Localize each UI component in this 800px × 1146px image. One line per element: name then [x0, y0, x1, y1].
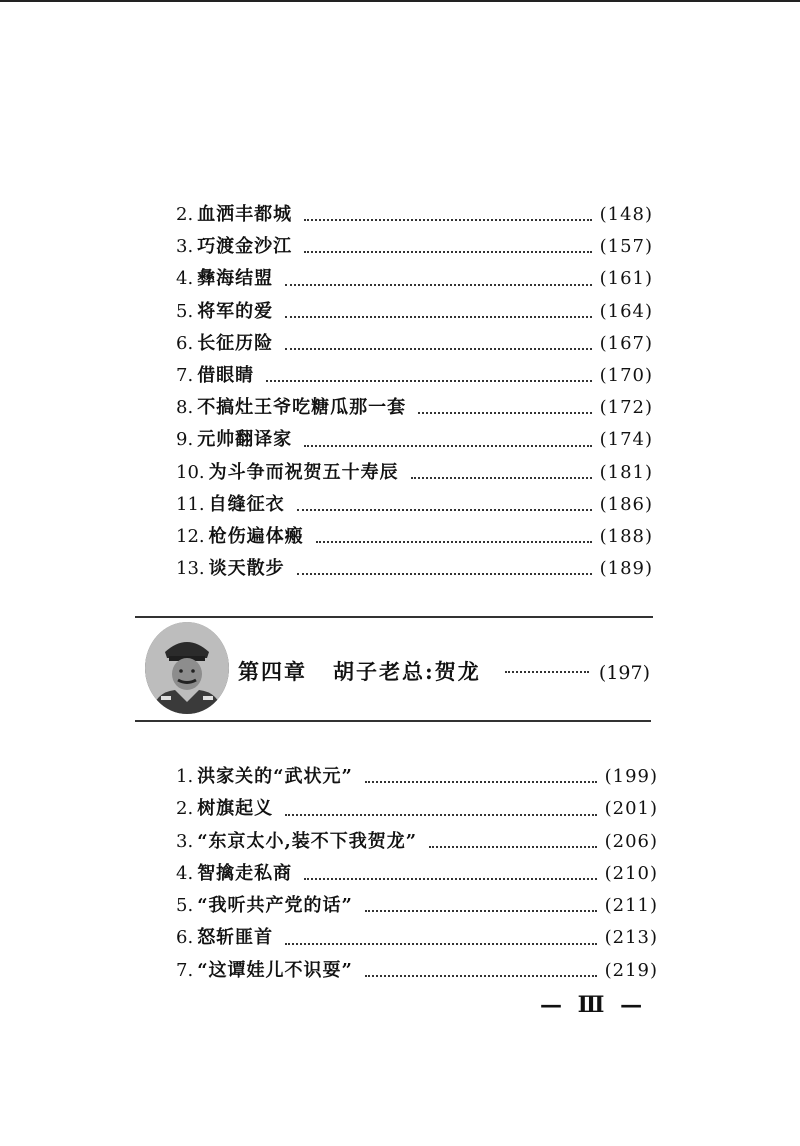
entry-page: (186) — [599, 493, 653, 515]
entry-title: 洪家关的“武状元” — [197, 766, 353, 787]
entry-page: (189) — [599, 558, 653, 580]
entry-page: (174) — [599, 429, 653, 451]
entry-title: 自缝征衣 — [208, 493, 285, 515]
entry-title: “这谭娃儿不识耍” — [197, 959, 353, 981]
toc-list-chapter-three — [176, 200, 653, 586]
dot-leader — [304, 251, 591, 253]
toc-entry[interactable] — [176, 264, 653, 296]
chapter-rule-top — [135, 616, 653, 618]
toc-entry[interactable] — [176, 923, 658, 955]
toc-entry[interactable] — [176, 458, 653, 490]
entry-page: (181) — [599, 461, 653, 483]
dot-leader — [365, 910, 597, 912]
entry-page: (148) — [599, 204, 653, 225]
toc-entry[interactable] — [176, 393, 653, 425]
entry-number: 4. — [176, 268, 194, 290]
entry-number: 3. — [176, 236, 194, 258]
entry-title: 将军的爱 — [197, 300, 274, 322]
entry-number: 9. — [176, 429, 194, 451]
entry-page: (172) — [599, 397, 653, 419]
entry-number: 10. — [176, 461, 205, 483]
entry-page: (164) — [599, 300, 653, 322]
entry-page: (210) — [604, 862, 658, 884]
entry-page: (167) — [599, 332, 653, 354]
dot-leader — [285, 348, 591, 350]
entry-number: 13. — [176, 558, 205, 580]
entry-page: (199) — [604, 766, 658, 787]
entry-number: 1. — [176, 766, 194, 787]
chapter-heading[interactable] — [238, 656, 650, 686]
entry-title: 不搞灶王爷吃糖瓜那一套 — [197, 397, 407, 419]
dot-leader — [365, 975, 597, 977]
entry-number: 2. — [176, 798, 194, 820]
entry-title: “东京太小,装不下我贺龙” — [197, 830, 418, 852]
dot-leader — [411, 477, 592, 479]
toc-entry[interactable] — [176, 554, 653, 586]
chapter-page: (197) — [598, 662, 650, 684]
entry-page: (206) — [604, 830, 658, 852]
dot-leader — [429, 846, 596, 848]
portrait-figure-icon — [145, 622, 229, 714]
entry-title: 为斗争而祝贺五十寿辰 — [208, 461, 399, 483]
entry-page: (161) — [599, 268, 653, 290]
toc-entry[interactable] — [176, 297, 653, 329]
entry-title: 树旗起义 — [197, 798, 274, 820]
entry-number: 2. — [176, 204, 194, 225]
dot-leader — [365, 781, 597, 783]
entry-number: 3. — [176, 830, 194, 852]
toc-entry[interactable] — [176, 762, 658, 794]
entry-title: 彝海结盟 — [197, 268, 274, 290]
entry-title: 怒斩匪首 — [197, 927, 274, 949]
dot-leader — [297, 573, 592, 575]
chapter-title: 胡子老总:贺龙 — [333, 659, 481, 684]
dot-leader — [285, 814, 596, 816]
entry-number: 5. — [176, 300, 194, 322]
toc-entry[interactable] — [176, 859, 658, 891]
dot-leader — [418, 412, 591, 414]
entry-title: 枪伤遍体瘢 — [208, 525, 304, 547]
entry-page: (201) — [604, 798, 658, 820]
page-folio: — Ⅲ — — [540, 992, 647, 1018]
entry-title: 元帅翻译家 — [197, 429, 293, 451]
entry-title: 谈天散步 — [208, 558, 285, 580]
dot-leader — [285, 316, 591, 318]
page-top-border — [0, 0, 800, 2]
entry-number: 11. — [176, 493, 205, 515]
toc-entry[interactable] — [176, 232, 653, 264]
toc-entry[interactable] — [176, 794, 658, 826]
entry-number: 6. — [176, 927, 194, 949]
entry-title: 巧渡金沙江 — [197, 236, 293, 258]
entry-page: (188) — [599, 525, 653, 547]
entry-title: 智擒走私商 — [197, 862, 293, 884]
entry-number: 8. — [176, 397, 194, 419]
portrait-photo — [145, 622, 229, 714]
entry-number: 6. — [176, 332, 194, 354]
entry-page: (213) — [604, 927, 658, 949]
toc-list-chapter-four — [176, 762, 658, 988]
chapter-label: 第四章 — [238, 659, 307, 684]
toc-entry[interactable] — [176, 361, 653, 393]
toc-entry[interactable] — [176, 425, 653, 457]
dot-leader — [285, 284, 591, 286]
toc-entry[interactable] — [176, 490, 653, 522]
entry-number: 12. — [176, 525, 205, 547]
entry-title: 长征历险 — [197, 332, 274, 354]
entry-number: 7. — [176, 364, 194, 386]
toc-entry[interactable] — [176, 329, 653, 361]
dot-leader — [304, 878, 596, 880]
dot-leader — [505, 671, 589, 673]
entry-number: 7. — [176, 959, 194, 981]
entry-page: (157) — [599, 236, 653, 258]
toc-entry[interactable] — [176, 200, 653, 232]
entry-page: (170) — [599, 364, 653, 386]
toc-entry[interactable] — [176, 522, 653, 554]
entry-title: 借眼睛 — [197, 364, 255, 386]
toc-entry[interactable] — [176, 891, 658, 923]
entry-page: (211) — [604, 895, 658, 917]
dot-leader — [304, 219, 591, 221]
entry-page: (219) — [604, 959, 658, 981]
entry-number: 4. — [176, 862, 194, 884]
entry-number: 5. — [176, 895, 194, 917]
entry-title: 血洒丰都城 — [197, 204, 293, 225]
dot-leader — [297, 509, 592, 511]
entry-title: “我听共产党的话” — [197, 895, 353, 917]
dot-leader — [304, 445, 591, 447]
dot-leader — [285, 943, 596, 945]
toc-entry[interactable] — [176, 956, 658, 988]
chapter-rule-bottom — [135, 720, 651, 722]
dot-leader — [266, 380, 591, 382]
toc-entry[interactable] — [176, 827, 658, 859]
dot-leader — [316, 541, 592, 543]
